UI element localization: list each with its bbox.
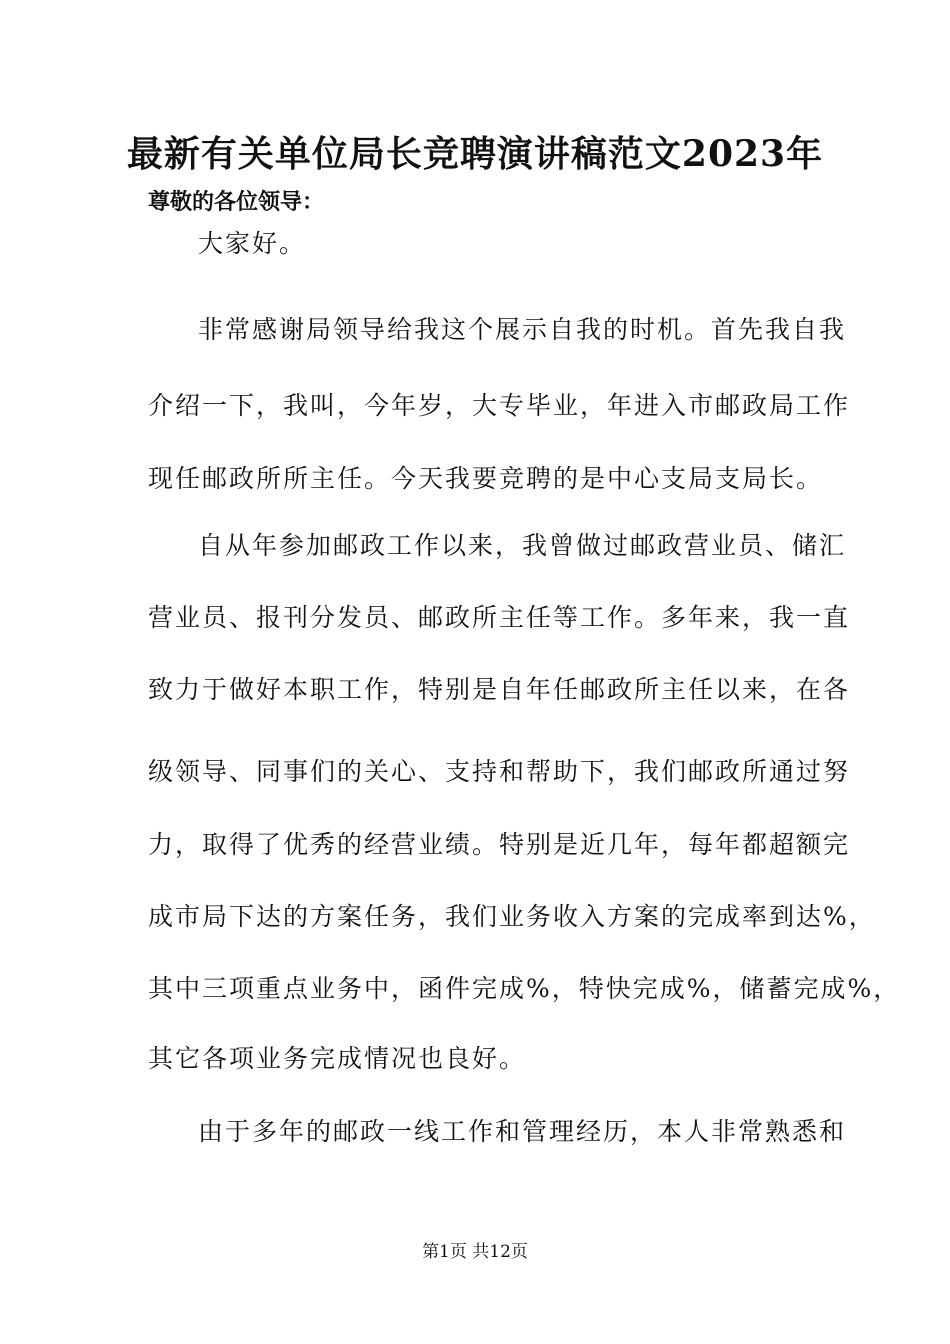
salutation: 尊敬的各位领导： xyxy=(148,189,325,215)
paragraph-line: 非常感谢局领导给我这个展示自我的时机。首先我自我 xyxy=(198,315,847,344)
paragraph-line: 现任邮政所所主任。今天我要竞聘的是中心支局支局长。 xyxy=(148,464,824,493)
paragraph-line: 大家好。 xyxy=(198,229,307,258)
document-title: 最新有关单位局长竞聘演讲稿范文2023年 xyxy=(126,133,824,175)
paragraph-line: 成市局下达的方案任务，我们业务收入方案的完成率到达%， xyxy=(148,902,876,931)
paragraph-line: 力，取得了优秀的经营业绩。特别是近几年，每年都超额完 xyxy=(148,830,851,859)
paragraph-line: 自从年参加邮政工作以来，我曾做过邮政营业员、储汇 xyxy=(198,531,847,560)
page-number-footer: 第1页 共12页 xyxy=(422,1242,528,1262)
paragraph-line: 由于多年的邮政一线工作和管理经历，本人非常熟悉和 xyxy=(198,1117,847,1146)
paragraph-line: 其中三项重点业务中，函件完成%，特快完成%，储蓄完成%， xyxy=(148,974,901,1003)
paragraph-line: 介绍一下，我叫，今年岁，大专毕业，年进入市邮政局工作 xyxy=(148,391,851,420)
paragraph-line: 其它各项业务完成情况也良好。 xyxy=(148,1044,527,1073)
paragraph-line: 致力于做好本职工作，特别是自年任邮政所主任以来，在各 xyxy=(148,675,851,704)
paragraph-line: 级领导、同事们的关心、支持和帮助下，我们邮政所通过努 xyxy=(148,757,851,786)
paragraph-line: 营业员、报刊分发员、邮政所主任等工作。多年来，我一直 xyxy=(148,603,851,632)
